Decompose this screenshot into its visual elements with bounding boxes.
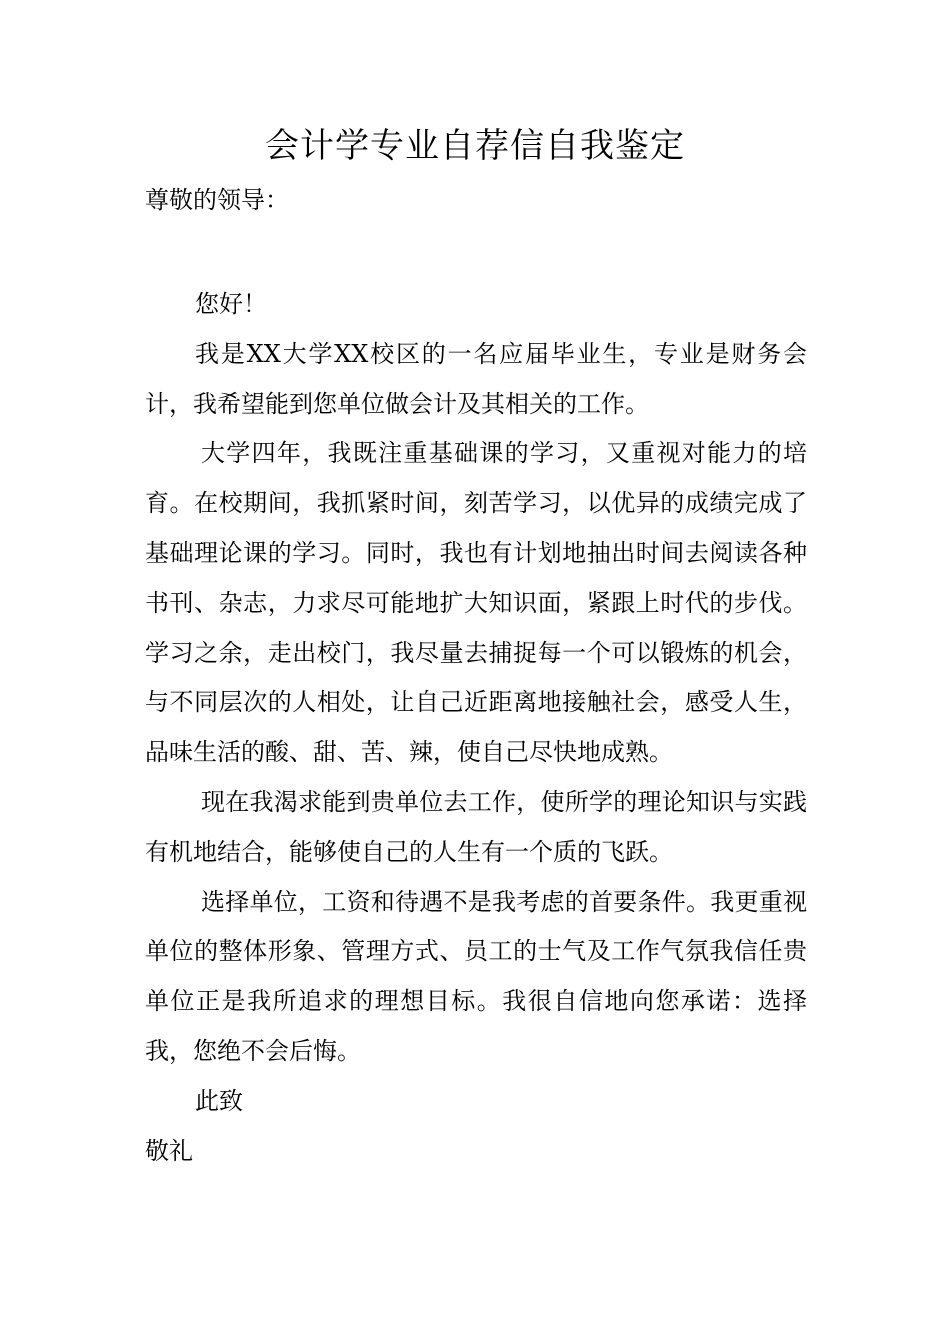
closing-regards: 敬礼: [145, 1136, 193, 1165]
greeting: 您好！: [195, 290, 267, 318]
paragraph-introduction: 我是XX大学XX校区的一名应届毕业生，专业是财务会计，我希望能到您单位做会计及其相关的工作。: [145, 339, 807, 418]
closing-phrase: 此致: [195, 1086, 243, 1115]
paragraph-university-years: 大学四年，我既注重基础课的学习，又重视对能力的培育。在校期间，我抓紧时间，刻苦学习，以优异的成绩完成了基础理论课的学习。同时，我也有计划地抽出时间去阅读各种书刊、杂志，力求尽可能地扩大知识面，紧跟上时代的步伐。学习之余，走出校门，我尽量去捕捉每一个可以锻炼的机会，与不同层次的人相处，让自己近距离地接触社会，感受人生，品味生活的酸、甜、苦、辣，使自己尽快地成熟。: [145, 439, 807, 767]
document-title: 会计学专业自荐信自我鉴定: [265, 126, 685, 166]
letter-body: [145, 280, 807, 1176]
paragraph-choice-of-employer: 选择单位，工资和待遇不是我考虑的首要条件。我更重视单位的整体形象、管理方式、员工的士气及工作气氛我信任贵单位正是我所追求的理想目标。我很自信地向您承诺：选择我，您绝不会后悔。: [145, 887, 807, 1065]
salutation: 尊敬的领导：: [145, 186, 289, 214]
paragraph-work-aspiration: 现在我渴求能到贵单位去工作，使所学的理论知识与实践有机地结合，能够使自己的人生有一个质的飞跃。: [145, 787, 807, 866]
